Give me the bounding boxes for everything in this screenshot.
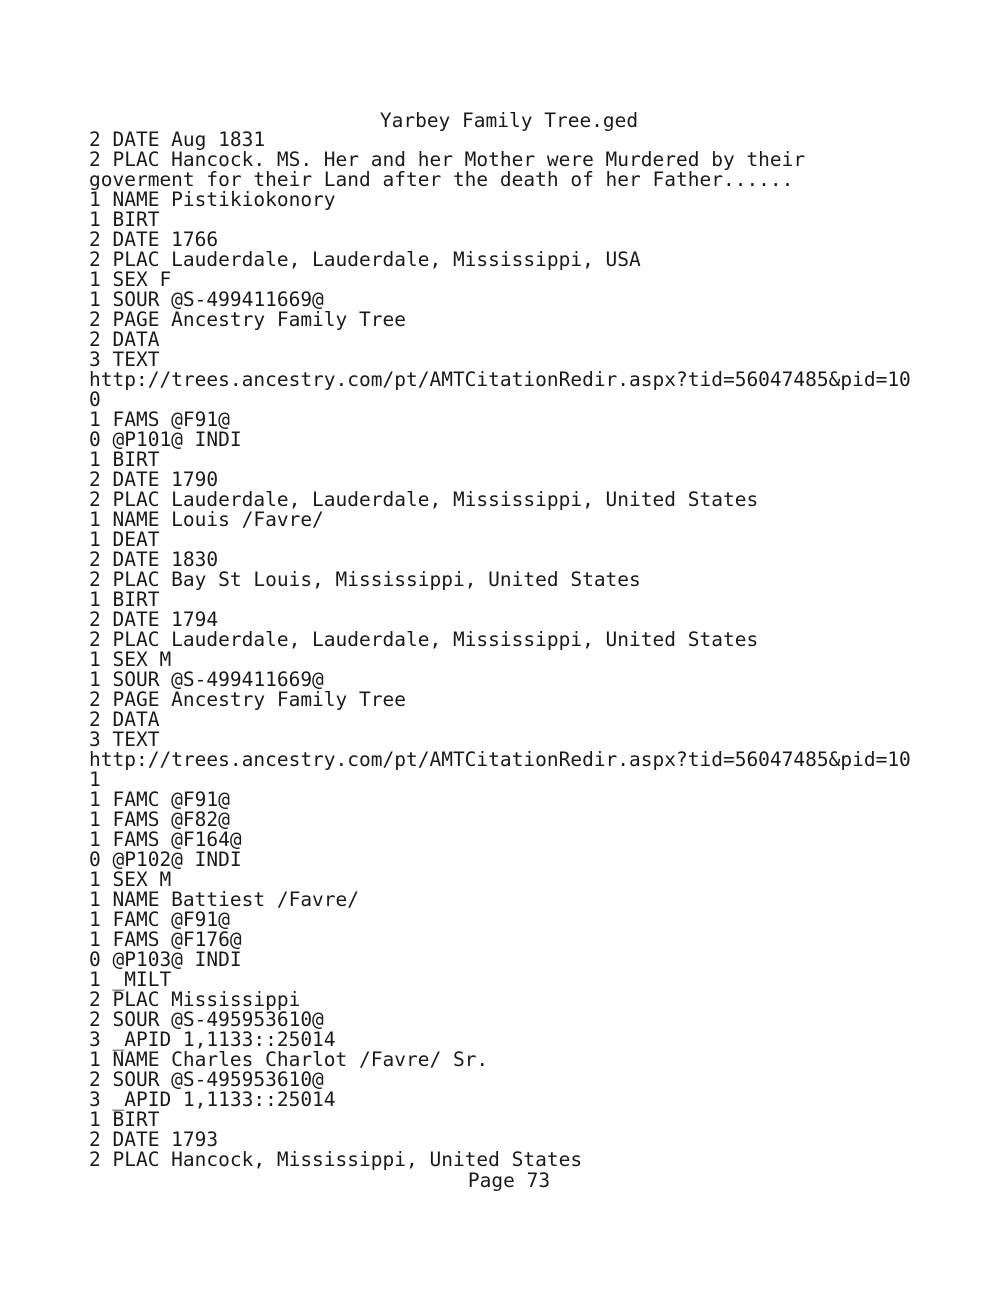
gedcom-line: 2 SOUR @S-495953610@: [89, 1068, 324, 1091]
gedcom-line: 1 NAME Battiest /Favre/: [89, 888, 360, 911]
document-title: Yarbey Family Tree.ged: [379, 109, 639, 132]
gedcom-line: 1 SEX M: [89, 868, 172, 891]
gedcom-line: 1 NAME Louis /Favre/: [89, 508, 324, 531]
gedcom-line: 1 _MILT: [89, 968, 172, 991]
gedcom-line: 2 PLAC Bay St Louis, Mississippi, United States: [89, 568, 641, 591]
gedcom-line: 2 SOUR @S-495953610@: [89, 1008, 324, 1031]
gedcom-line: 2 PLAC Hancock, Mississippi, United States: [89, 1148, 583, 1171]
gedcom-line: 3 TEXT: [89, 728, 160, 751]
gedcom-line: 2 DATE Aug 1831: [89, 128, 266, 151]
gedcom-line: 2 PLAC Hancock. MS. Her and her Mother were Murdered by their: [89, 148, 806, 171]
gedcom-line: 0 @P101@ INDI: [89, 428, 242, 451]
gedcom-line: 2 DATE 1794: [89, 608, 219, 631]
gedcom-line: 1 FAMC @F91@: [89, 908, 230, 931]
gedcom-line: 2 PLAC Lauderdale, Lauderdale, Mississippi, United States: [89, 488, 759, 511]
gedcom-line: 1 NAME Pistikiokonory: [89, 188, 336, 211]
gedcom-line: 1 BIRT: [89, 208, 160, 231]
gedcom-line: goverment for their Land after the death of her Father......: [89, 168, 794, 191]
gedcom-line: 2 PAGE Ancestry Family Tree: [89, 308, 406, 331]
gedcom-line: 1 SEX F: [89, 268, 172, 291]
gedcom-line: 0 @P102@ INDI: [89, 848, 242, 871]
gedcom-line: 1 FAMS @F176@: [89, 928, 242, 951]
gedcom-line: 1 SOUR @S-499411669@: [89, 288, 324, 311]
gedcom-line: 2 DATE 1830: [89, 548, 219, 571]
gedcom-line: 1 SEX M: [89, 648, 172, 671]
gedcom-line: 3 _APID 1,1133::25014: [89, 1028, 336, 1051]
gedcom-line: 2 DATE 1790: [89, 468, 219, 491]
gedcom-line: http://trees.ancestry.com/pt/AMTCitationRedir.aspx?tid=56047485&pid=10: [89, 748, 911, 771]
gedcom-line: 2 DATA: [89, 328, 160, 351]
gedcom-line: 1 NAME Charles Charlot /Favre/ Sr.: [89, 1048, 489, 1071]
gedcom-line: 1 FAMS @F164@: [89, 828, 242, 851]
gedcom-line: 1 FAMC @F91@: [89, 788, 230, 811]
gedcom-line: 2 PLAC Lauderdale, Lauderdale, Mississippi, USA: [89, 248, 641, 271]
gedcom-line: 2 DATE 1793: [89, 1128, 219, 1151]
gedcom-line: 2 PLAC Mississippi: [89, 988, 301, 1011]
gedcom-line: 1 BIRT: [89, 448, 160, 471]
gedcom-line: 2 DATE 1766: [89, 228, 219, 251]
gedcom-line: 0: [89, 388, 101, 411]
gedcom-record-list: [89, 130, 969, 1170]
gedcom-line: 1 FAMS @F82@: [89, 808, 230, 831]
gedcom-line: 1 FAMS @F91@: [89, 408, 230, 431]
gedcom-line: 1 BIRT: [89, 1108, 160, 1131]
gedcom-line: 2 PLAC Lauderdale, Lauderdale, Mississippi, United States: [89, 628, 759, 651]
gedcom-line: 3 TEXT: [89, 348, 160, 371]
page-number: Page 73: [467, 1169, 551, 1192]
gedcom-line: 2 PAGE Ancestry Family Tree: [89, 688, 406, 711]
gedcom-line: 1 SOUR @S-499411669@: [89, 668, 324, 691]
gedcom-line: 3 _APID 1,1133::25014: [89, 1088, 336, 1111]
gedcom-line: 1 BIRT: [89, 588, 160, 611]
gedcom-line: 2 DATA: [89, 708, 160, 731]
gedcom-line: http://trees.ancestry.com/pt/AMTCitationRedir.aspx?tid=56047485&pid=10: [89, 368, 911, 391]
gedcom-line: 1: [89, 768, 101, 791]
gedcom-line: 1 DEAT: [89, 528, 160, 551]
gedcom-line: 0 @P103@ INDI: [89, 948, 242, 971]
